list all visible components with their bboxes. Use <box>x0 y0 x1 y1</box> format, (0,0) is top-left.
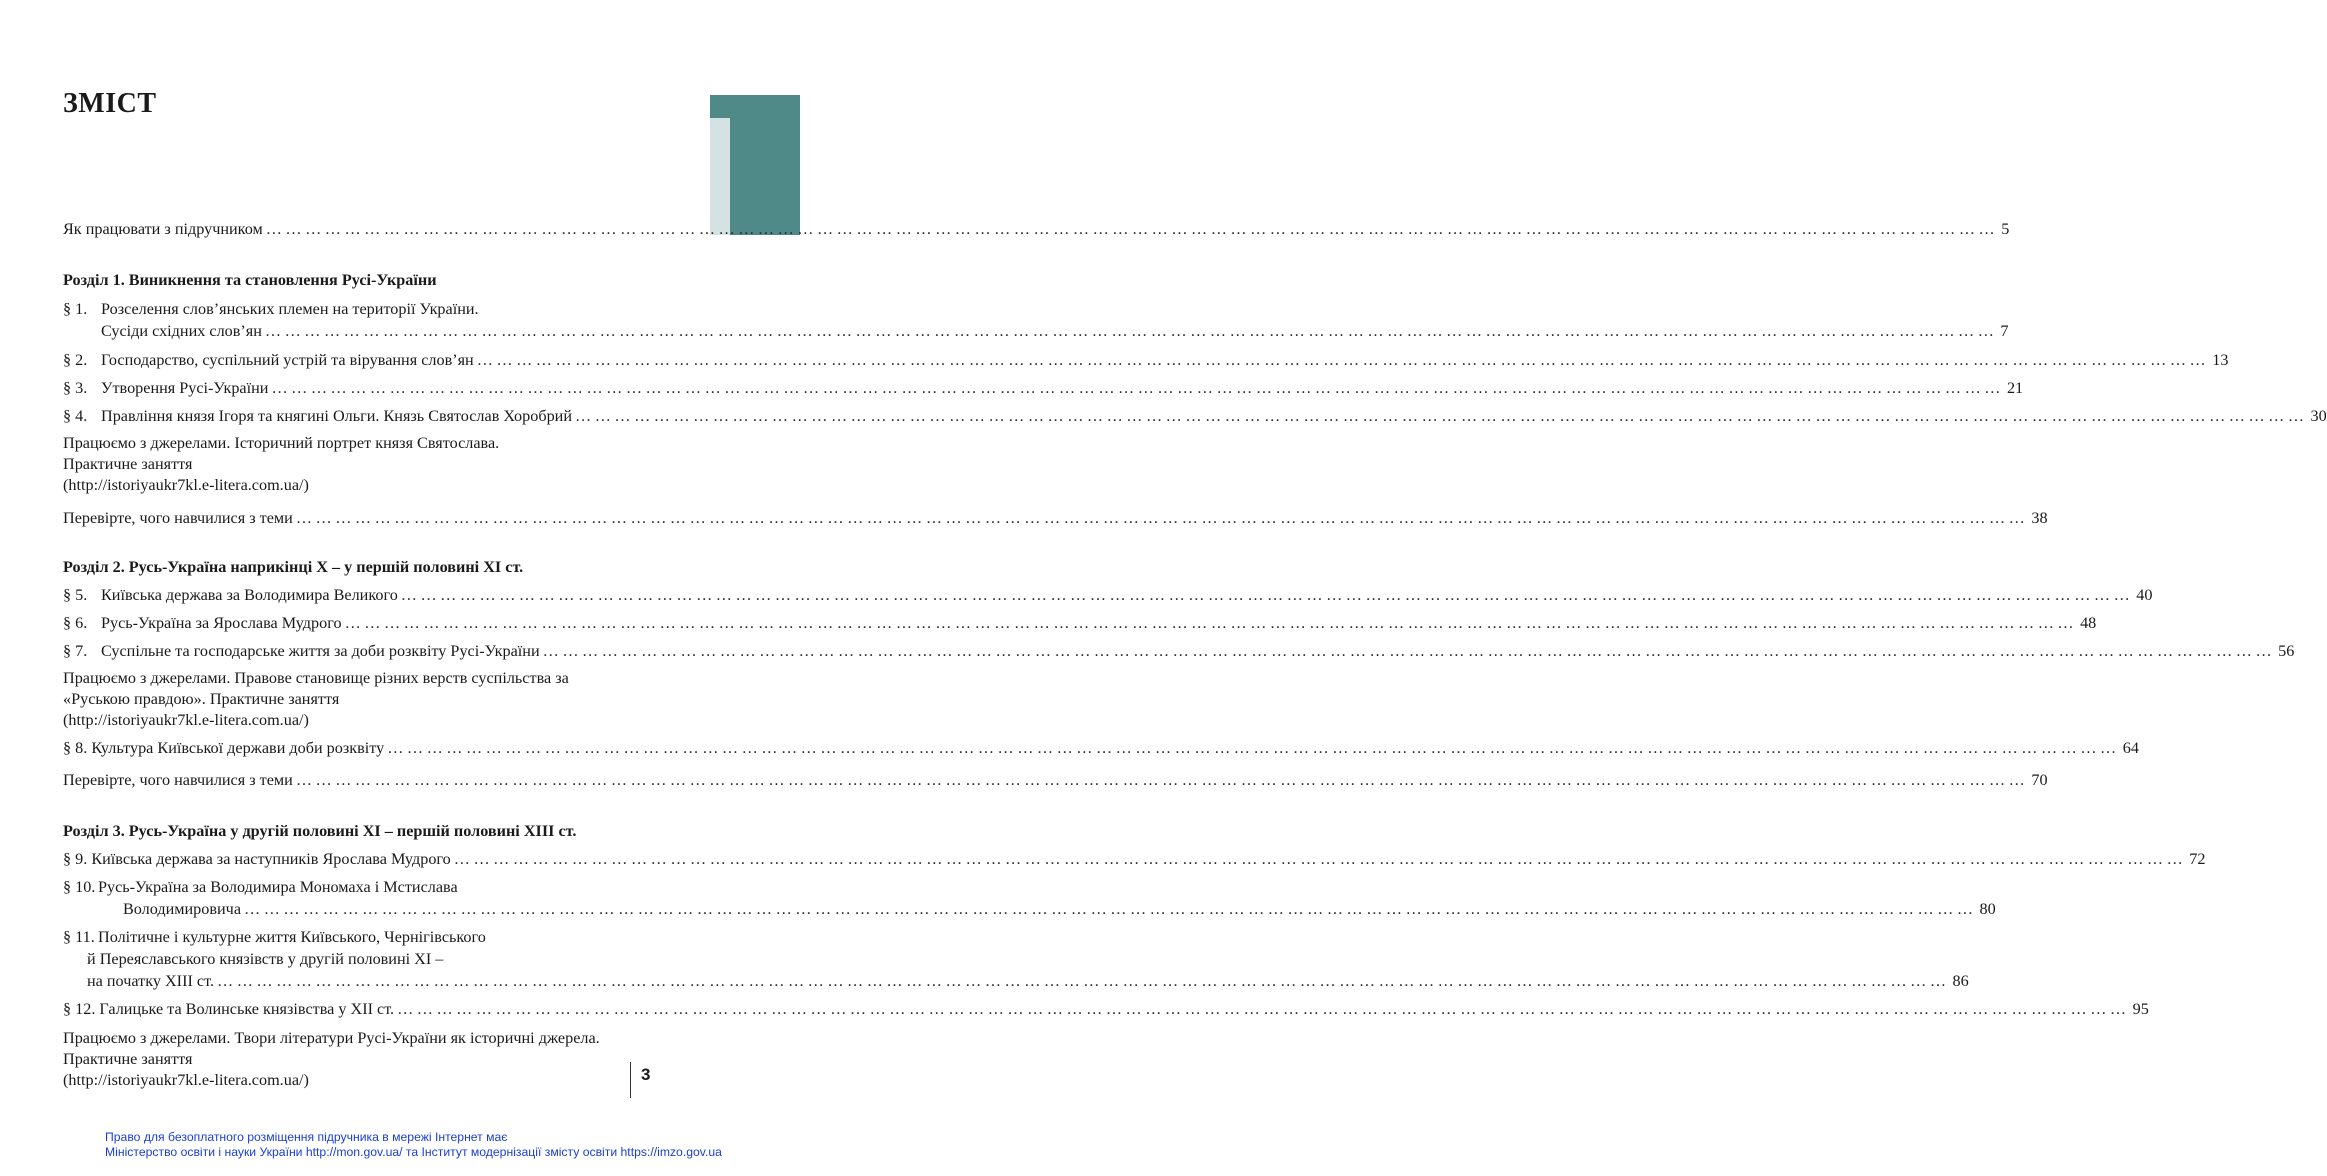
dot-leader: ………………………………………………………………………………………………………………………………………………………………………………………………………………………………………… <box>217 972 1950 990</box>
practice-text: Практичне заняття <box>63 1050 193 1068</box>
toc-entry-p7[interactable] <box>63 640 2295 662</box>
dot-leader: ………………………………………………………………………………………………………………………………………………………………………………………………………………………………………… <box>400 586 2134 604</box>
toc-entry-p9[interactable] <box>63 848 2206 870</box>
practice-block-1 <box>63 433 695 496</box>
footer-line: Міністерство освіти і науки України http://mon.gov.ua/ та Інститут модернізації змісту освіти https://imzo.gov.ua <box>105 1145 722 1159</box>
practice-block-2 <box>63 668 695 731</box>
dot-leader: ………………………………………………………………………………………………………………………………………………………………………………………………………………………………………… <box>264 322 1998 340</box>
practice-text: Працюємо з джерелами. Історичний портрет князя Святослава. <box>63 434 500 452</box>
toc-entry-p11[interactable] <box>63 926 1969 992</box>
dot-leader: ………………………………………………………………………………………………………………………………………………………………………………………………………………………………………… <box>265 220 1999 238</box>
toc-page-number: 80 <box>1979 900 1996 918</box>
toc-page-number: 48 <box>2080 614 2097 632</box>
toc-entry-p4[interactable] <box>63 405 2327 427</box>
paragraph-number: § 7. <box>63 642 88 660</box>
practice-link[interactable]: (http://istoriyaukr7kl.e-litera.com.ua/) <box>63 1071 309 1089</box>
practice-block-3 <box>63 1028 695 1091</box>
toc-page-number: 13 <box>2212 351 2229 369</box>
paragraph-number: § 2. <box>63 351 88 369</box>
paragraph-number: § 4. <box>63 407 88 425</box>
paragraph-number: § 12. <box>63 1000 96 1018</box>
toc-entry-p3[interactable] <box>63 377 2024 399</box>
paragraph-number: § 3. <box>63 379 88 397</box>
practice-text: «Руською правдою». Практичне заняття <box>63 690 340 708</box>
toc-entry-review-2[interactable] <box>63 769 2048 791</box>
toc-entry-text: Суспільне та господарське життя за доби розквіту Русі-України <box>101 642 540 660</box>
toc-entry-text: Русь-Україна за Ярослава Мудрого <box>101 614 342 632</box>
toc-page-number: 5 <box>2001 220 2010 238</box>
practice-link[interactable]: (http://istoriyaukr7kl.e-litera.com.ua/) <box>63 476 309 494</box>
dot-leader: ………………………………………………………………………………………………………………………………………………………………………………………………………………………………………… <box>476 351 2210 369</box>
dot-leader: ………………………………………………………………………………………………………………………………………………………………………………………………………………………………………… <box>397 1000 2130 1018</box>
paragraph-number: § 6. <box>63 614 88 632</box>
toc-entry-p1[interactable] <box>63 298 2009 342</box>
toc-entry-text: Політичне і культурне життя Київського, Чернігівського <box>98 928 486 946</box>
dot-leader: ………………………………………………………………………………………………………………………………………………………………………………………………………………………………………… <box>575 407 2308 425</box>
paragraph-number: § 9. <box>63 850 88 868</box>
toc-page-number: 72 <box>2189 850 2206 868</box>
page-number: 3 <box>630 1062 650 1098</box>
toc-entry-intro[interactable] <box>63 218 2010 240</box>
dot-leader: ………………………………………………………………………………………………………………………………………………………………………………………………………………………………………… <box>295 509 2029 527</box>
section-heading-1: Розділ 1. Виникнення та становлення Русі-України <box>63 271 437 289</box>
dot-leader: ………………………………………………………………………………………………………………………………………………………………………………………………………………………………………… <box>271 379 2004 397</box>
toc-page-number: 95 <box>2132 1000 2149 1018</box>
toc-entry-title: Галицьке та Волинське князівства у ХІІ ст. <box>99 1000 395 1018</box>
toc-entry-review-1[interactable] <box>63 507 2048 529</box>
license-footer <box>105 1130 725 1160</box>
toc-entry-text: Перевірте, чого навчилися з теми <box>63 771 293 789</box>
toc-entry-p5[interactable] <box>63 584 2153 606</box>
toc-entry-title: Культура Київської держави доби розквіту <box>91 739 385 757</box>
practice-text: Працюємо з джерелами. Твори літератури Русі-України як історичні джерела. <box>63 1029 600 1047</box>
paragraph-number: § 1. <box>63 300 88 318</box>
toc-page-number: 64 <box>2122 739 2139 757</box>
toc-entry-text-cont: Володимировича <box>123 900 242 918</box>
dot-leader: ………………………………………………………………………………………………………………………………………………………………………………………………………………………………………… <box>387 739 2120 757</box>
paragraph-number: § 8. <box>63 739 88 757</box>
toc-entry-text: Господарство, суспільний устрій та вірування слов’ян <box>101 351 474 369</box>
practice-link[interactable]: (http://istoriyaukr7kl.e-litera.com.ua/) <box>63 711 309 729</box>
toc-page-number: 30 <box>2310 407 2327 425</box>
toc-entry-text-cont: й Переяславського князівств у другій половині ХІ – <box>87 950 444 968</box>
dot-leader: ………………………………………………………………………………………………………………………………………………………………………………………………………………………………………… <box>344 614 2078 632</box>
toc-entry-title: Київська держава за наступників Ярослава Мудрого <box>91 850 451 868</box>
page-title: ЗМІСТ <box>63 88 157 119</box>
toc-entry-p6[interactable] <box>63 612 2097 634</box>
table-of-contents <box>63 218 2327 1091</box>
paragraph-number: § 11. <box>63 928 95 946</box>
dot-leader: ………………………………………………………………………………………………………………………………………………………………………………………………………………………………………… <box>244 900 1977 918</box>
toc-entry-text: Правління князя Ігоря та княгині Ольги. Князь Святослав Хоробрий <box>101 407 572 425</box>
toc-page-number: 40 <box>2136 586 2153 604</box>
toc-entry-p8[interactable] <box>63 737 2139 759</box>
toc-page-number: 21 <box>2006 379 2024 397</box>
toc-page-number: 56 <box>2278 642 2295 660</box>
toc-page-number: 86 <box>1952 972 1969 990</box>
toc-entry-text-cont: Сусіди східних слов’ян <box>101 322 262 340</box>
toc-entry-text: Київська держава за Володимира Великого <box>101 586 398 604</box>
practice-text: Працюємо з джерелами. Правове становище різних верств суспільства за <box>63 669 569 687</box>
paragraph-number: § 5. <box>63 586 88 604</box>
toc-entry-text <box>63 998 394 1020</box>
footer-line: Право для безоплатного розміщення підручника в мережі Інтернет має <box>105 1130 508 1144</box>
practice-text: Практичне заняття <box>63 455 193 473</box>
toc-entry-text: Розселення слов’янських племен на території України. <box>101 300 479 318</box>
dot-leader: ………………………………………………………………………………………………………………………………………………………………………………………………………………………………………… <box>542 642 2276 660</box>
toc-entry-p2[interactable] <box>63 349 2229 371</box>
toc-page-number: 38 <box>2031 509 2048 527</box>
toc-entry-p10[interactable] <box>63 876 1996 920</box>
toc-entry-text: Русь-Україна за Володимира Мономаха і Мстислава <box>98 878 458 896</box>
toc-entry-text <box>63 737 384 759</box>
toc-entry-text: Як працювати з підручником <box>63 220 263 238</box>
toc-entry-text <box>63 848 451 870</box>
toc-entry-text: Перевірте, чого навчилися з теми <box>63 509 293 527</box>
toc-page-number: 7 <box>2000 322 2009 340</box>
toc-page-number: 70 <box>2031 771 2048 789</box>
section-heading-2: Розділ 2. Русь-Україна наприкінці Х – у першій половині ХІ ст. <box>63 558 524 576</box>
section-heading-3: Розділ 3. Русь-Україна у другій половині ХІ – першій половині ХІІІ ст. <box>63 822 577 840</box>
paragraph-number: § 10. <box>63 878 96 896</box>
dot-leader: ………………………………………………………………………………………………………………………………………………………………………………………………………………………………………… <box>295 771 2029 789</box>
toc-entry-p12[interactable] <box>63 998 2149 1020</box>
toc-entry-text: Утворення Русі-України <box>101 379 269 397</box>
dot-leader: ………………………………………………………………………………………………………………………………………………………………………………………………………………………………………… <box>453 850 2187 868</box>
toc-entry-text-cont: на початку ХІІІ ст. <box>87 972 214 990</box>
